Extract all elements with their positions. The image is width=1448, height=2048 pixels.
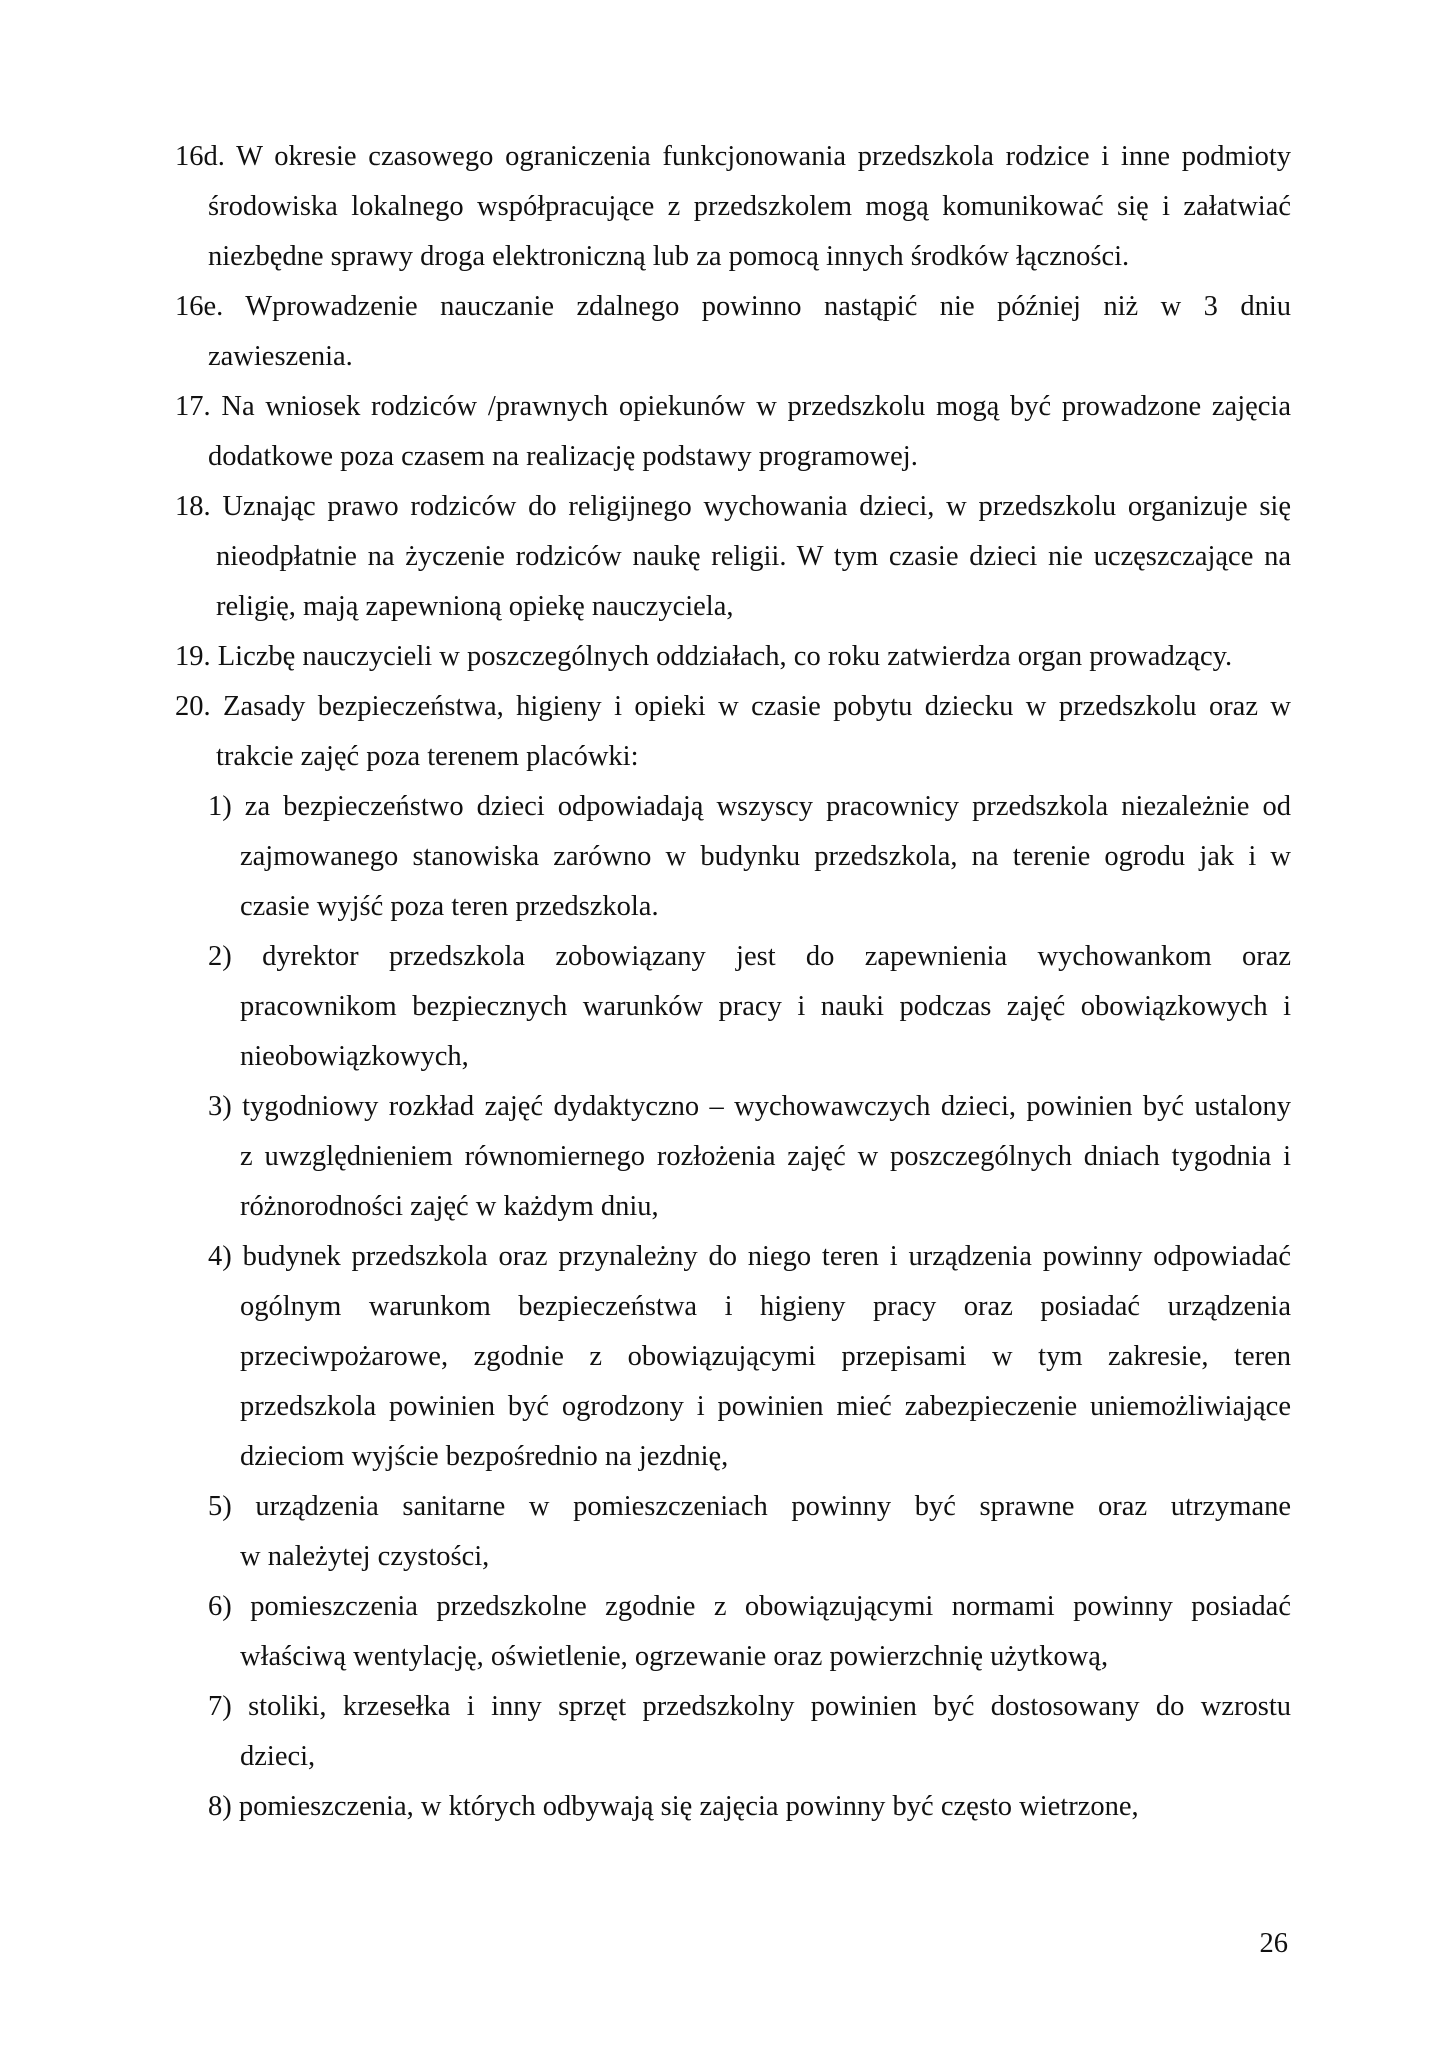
text-line: 18. Uznając prawo rodziców do religijnego wychowania dzieci, w przedszkolu organizuje się [175,491,1291,522]
text-line: 5) urządzenia sanitarne w pomieszczeniach powinny być sprawne oraz utrzymane [208,1491,1291,1522]
text-line: trakcie zajęć poza terenem placówki: [216,741,639,772]
text-line: dodatkowe poza czasem na realizację podstawy programowej. [208,441,918,472]
text-line: przeciwpożarowe, zgodnie z obowiązującymi przepisami w tym zakresie, teren [240,1341,1291,1372]
text-line: przedszkola powinien być ogrodzony i powinien mieć zabezpieczenie uniemożliwiające [240,1391,1291,1422]
text-line: 7) stoliki, krzesełka i inny sprzęt przedszkolny powinien być dostosowany do wzrostu [208,1691,1291,1722]
list-item-2 [208,932,1291,1082]
text-line: zawieszenia. [208,341,353,372]
text-line: ogólnym warunkom bezpieczeństwa i higieny pracy oraz posiadać urządzenia [240,1291,1291,1322]
text-line: nieobowiązkowych, [240,1041,469,1072]
text-line: 20. Zasady bezpieczeństwa, higieny i opieki w czasie pobytu dziecku w przedszkolu oraz w [175,691,1291,722]
text-line: 1) za bezpieczeństwo dzieci odpowiadają wszyscy pracownicy przedszkola niezależnie od [208,791,1291,822]
text-line: 8) pomieszczenia, w których odbywają się zajęcia powinny być często wietrzone, [208,1791,1139,1822]
text-line: religię, mają zapewnioną opiekę nauczyciela, [216,591,734,622]
list-item-4 [208,1232,1291,1482]
paragraph-20 [175,682,1291,782]
paragraph-16e [175,282,1291,382]
text-line: nieodpłatnie na życzenie rodziców naukę religii. W tym czasie dzieci nie uczęszczające na [216,541,1291,572]
text-line: pracownikom bezpiecznych warunków pracy i nauki podczas zajęć obowiązkowych i [240,991,1291,1022]
text-line: dzieciom wyjście bezpośrednio na jezdnię, [240,1441,729,1472]
list-item-8 [208,1782,1291,1832]
page-number: 26 [1259,1928,1288,1959]
text-line: 19. Liczbę nauczycieli w poszczególnych oddziałach, co roku zatwierdza organ prowadzący. [175,641,1233,672]
text-line: 4) budynek przedszkola oraz przynależny do niego teren i urządzenia powinny odpowiadać [208,1241,1291,1272]
text-line: zajmowanego stanowiska zarówno w budynku przedszkola, na terenie ogrodu jak i w [240,841,1291,872]
list-item-6 [208,1582,1291,1682]
text-line: 17. Na wniosek rodziców /prawnych opiekunów w przedszkolu mogą być prowadzone zajęcia [175,391,1291,422]
list-item-7 [208,1682,1291,1782]
text-line: różnorodności zajęć w każdym dniu, [240,1191,659,1222]
text-line: 16d. W okresie czasowego ograniczenia funkcjonowania przedszkola rodzice i inne podmioty [175,141,1291,172]
text-line: 2) dyrektor przedszkola zobowiązany jest do zapewnienia wychowankom oraz [208,941,1291,972]
text-line: z uwzględnieniem równomiernego rozłożenia zajęć w poszczególnych dniach tygodnia i [240,1141,1291,1172]
list-item-5 [208,1482,1291,1582]
text-line: czasie wyjść poza teren przedszkola. [240,891,659,922]
text-line: 6) pomieszczenia przedszkolne zgodnie z obowiązującymi normami powinny posiadać [208,1591,1291,1622]
paragraph-18 [175,482,1291,632]
text-line: niezbędne sprawy droga elektroniczną lub za pomocą innych środków łączności. [208,241,1130,272]
paragraph-19 [175,632,1291,682]
text-line: 16e. Wprowadzenie nauczanie zdalnego powinno nastąpić nie później niż w 3 dniu [175,291,1291,322]
list-item-1 [208,782,1291,932]
paragraph-17 [175,382,1291,482]
paragraph-16d [175,132,1291,282]
list-item-3 [208,1082,1291,1232]
text-line: dzieci, [240,1741,316,1772]
text-line: właściwą wentylację, oświetlenie, ogrzewanie oraz powierzchnię użytkową, [240,1641,1109,1672]
text-line: środowiska lokalnego współpracujące z przedszkolem mogą komunikować się i załatwiać [208,191,1291,222]
text-line: w należytej czystości, [240,1541,490,1572]
text-line: 3) tygodniowy rozkład zajęć dydaktyczno – wychowawczych dzieci, powinien być ustalony [208,1091,1291,1122]
